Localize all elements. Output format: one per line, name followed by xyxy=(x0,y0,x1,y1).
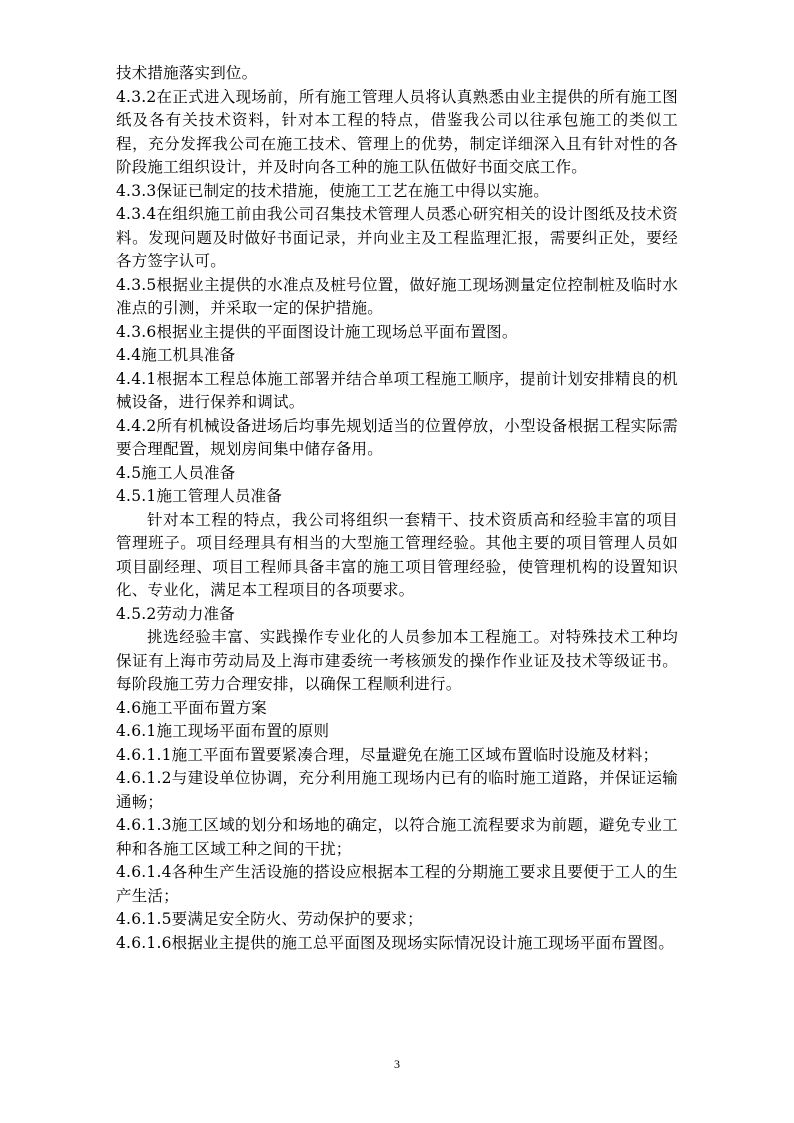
list-item: 4.6.1.6根据业主提供的施工总平面图及现场实际情况设计施工现场平面布置图。 xyxy=(116,933,675,952)
paragraph: 4.3.4在组织施工前由我公司召集技术管理人员悉心研究相关的设计图纸及技术资料。发现问题及时做好书面记录，并向业主及工程监理汇报，需要纠正处，要经各方签字认可。 xyxy=(116,205,678,270)
paragraph: 4.3.2在正式进入现场前，所有施工管理人员将认真熟悉由业主提供的所有施工图纸及各有关技术资料，针对本工程的特点，借鉴我公司以往承包施工的类似工程，充分发挥我公司在施工技术、管理上的优势，制定详细深入且有针对性的各阶段施工组织设计，并及时向各工种的施工队伍做好书面交底工作。 xyxy=(116,87,678,176)
list-item: 4.6.1.5要满足安全防火、劳动保护的要求； xyxy=(116,910,423,928)
paragraph: 4.3.5根据业主提供的水准点及桩号位置，做好施工现场测量定位控制桩及临时水准点的引测，并采取一定的保护措施。 xyxy=(116,275,678,317)
paragraph: 挑选经验丰富、实践操作专业化的人员参加本工程施工。对特殊技术工种均保证有上海市劳动局及上海市建委统一考核颁发的操作作业证及技术等级证书。每阶段施工劳力合理安排，以确保工程顺利进行。 xyxy=(116,628,678,693)
list-item: 4.6.1.2与建设单位协调，充分利用施工现场内已有的临时施工道路，并保证运输通畅； xyxy=(116,769,678,811)
paragraph: 4.4.1根据本工程总体施工部署并结合单项工程施工顺序，提前计划安排精良的机械设备，进行保养和调试。 xyxy=(116,369,678,411)
paragraph: 4.3.6根据业主提供的平面图设计施工现场总平面布置图。 xyxy=(116,322,518,341)
section-heading: 4.6施工平面布置方案 xyxy=(116,698,267,717)
paragraph: 针对本工程的特点，我公司将组织一套精干、技术资质高和经验丰富的项目管理班子。项目经理具有相当的大型施工管理经验。其他主要的项目管理人员如项目副经理、项目工程师具备丰富的施工项目管理经验，使管理机构的设置知识化、专业化，满足本工程项目的各项要求。 xyxy=(116,510,678,599)
list-item: 4.6.1.4各种生产生活设施的搭设应根据本工程的分期施工要求且要便于工人的生产生活； xyxy=(116,863,678,905)
subsection-heading: 4.6.1施工现场平面布置的原则 xyxy=(116,722,330,740)
list-item: 4.6.1.1施工平面布置要紧凑合理，尽量避免在施工区域布置临时设施及材料； xyxy=(116,745,659,764)
section-heading: 4.4施工机具准备 xyxy=(116,346,236,364)
page-number: 3 xyxy=(394,1057,400,1071)
paragraph: 4.4.2所有机械设备进场后均事先规划适当的位置停放，小型设备根据工程实际需要合理配置，规划房间集中储存备用。 xyxy=(116,416,678,458)
subsection-heading: 4.5.1施工管理人员准备 xyxy=(116,487,283,505)
paragraph: 技术措施落实到位。 xyxy=(116,64,258,82)
body-text xyxy=(116,62,678,955)
subsection-heading: 4.5.2劳动力准备 xyxy=(116,604,235,623)
section-heading: 4.5施工人员准备 xyxy=(116,463,236,482)
list-item: 4.6.1.3施工区域的划分和场地的确定，以符合施工流程要求为前题，避免专业工种和各施工区域工种之间的干扰； xyxy=(116,816,678,858)
paragraph: 4.3.3保证已制定的技术措施，使施工工艺在施工中得以实施。 xyxy=(116,181,549,200)
